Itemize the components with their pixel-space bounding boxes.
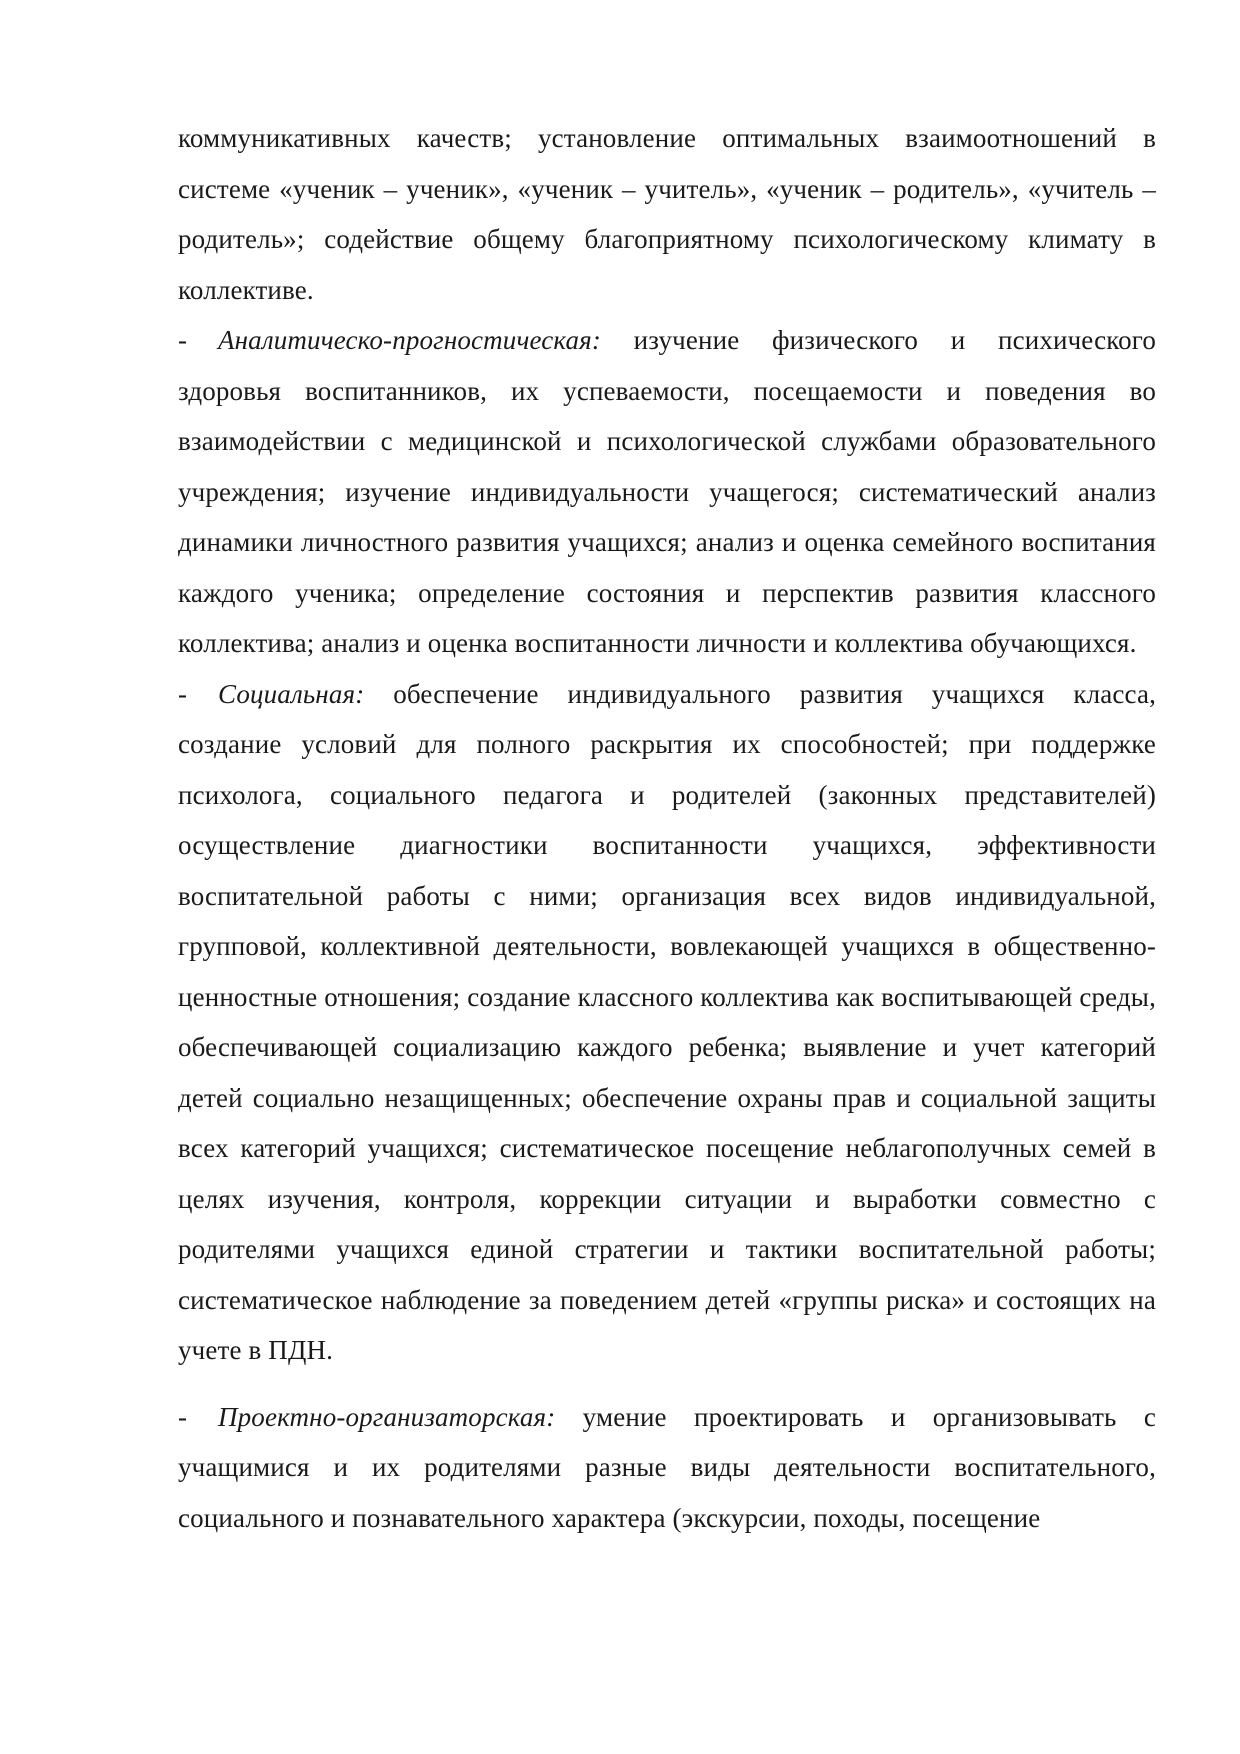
function-term: Аналитическо-прогностическая:: [218, 325, 601, 355]
paragraph-social: [178, 669, 1156, 1376]
list-dash: -: [178, 678, 188, 709]
paragraph-text: умение проектировать и организовывать с учащимися и их родителями разные виды деятельности воспитательного, социального и познавательного характера (экскурсии, походы, посещение: [178, 1401, 1156, 1533]
paragraph-analytical-prognostic: [178, 315, 1156, 669]
function-term: Социальная:: [218, 678, 365, 709]
paragraph-communicative-continuation: [178, 113, 1156, 315]
paragraph-text: изучение физического и психического здоровья воспитанников, их успеваемости, посещаемости и поведения во взаимодействии с медицинской и психологической службами образовательного учреждения; изучение индивидуальности учащегося; систематический анализ динамики личностного развития учащихся; анализ и оценка семейного воспитания каждого ученика; определение состояния и перспектив развития классного коллектива; анализ и оценка воспитанности личности и коллектива обучающихся.: [178, 325, 1156, 658]
list-dash: -: [178, 1401, 188, 1432]
paragraph-text: обеспечение индивидуального развития учащихся класса, создание условий для полного раскрытия их способностей; при поддержке психолога, социального педагога и родителей (законных представителей) осуществление диагностики воспитанности учащихся, эффективности воспитательной работы с ними; организация всех видов индивидуальной, групповой, коллективной деятельности, вовлекающей учащихся в общественно-ценностные отношения; создание классного коллектива как воспитывающей среды, обеспечивающей социализацию каждого ребенка; выявление и учет категорий детей социально незащищенных; обеспечение охраны прав и социальной защиты всех категорий учащихся; систематическое посещение неблагополучных семей в целях изучения, контроля, коррекции ситуации и выработки совместно с родителями учащихся единой стратегии и тактики воспитательной работы; систематическое наблюдение за поведением детей «группы риска» и состоящих на учете в ПДН.: [178, 678, 1156, 1365]
paragraph-project-organizational: [178, 1392, 1156, 1544]
document-body: [178, 113, 1156, 1543]
list-dash: -: [178, 325, 188, 355]
paragraph-text: коммуникативных качеств; установление оптимальных взаимоотношений в системе «ученик – ученик», «ученик – учитель», «ученик – родитель», «учитель – родитель»; содействие общему благоприятному психологическому климату в коллективе.: [178, 123, 1156, 305]
function-term: Проектно-организаторская:: [218, 1401, 556, 1432]
